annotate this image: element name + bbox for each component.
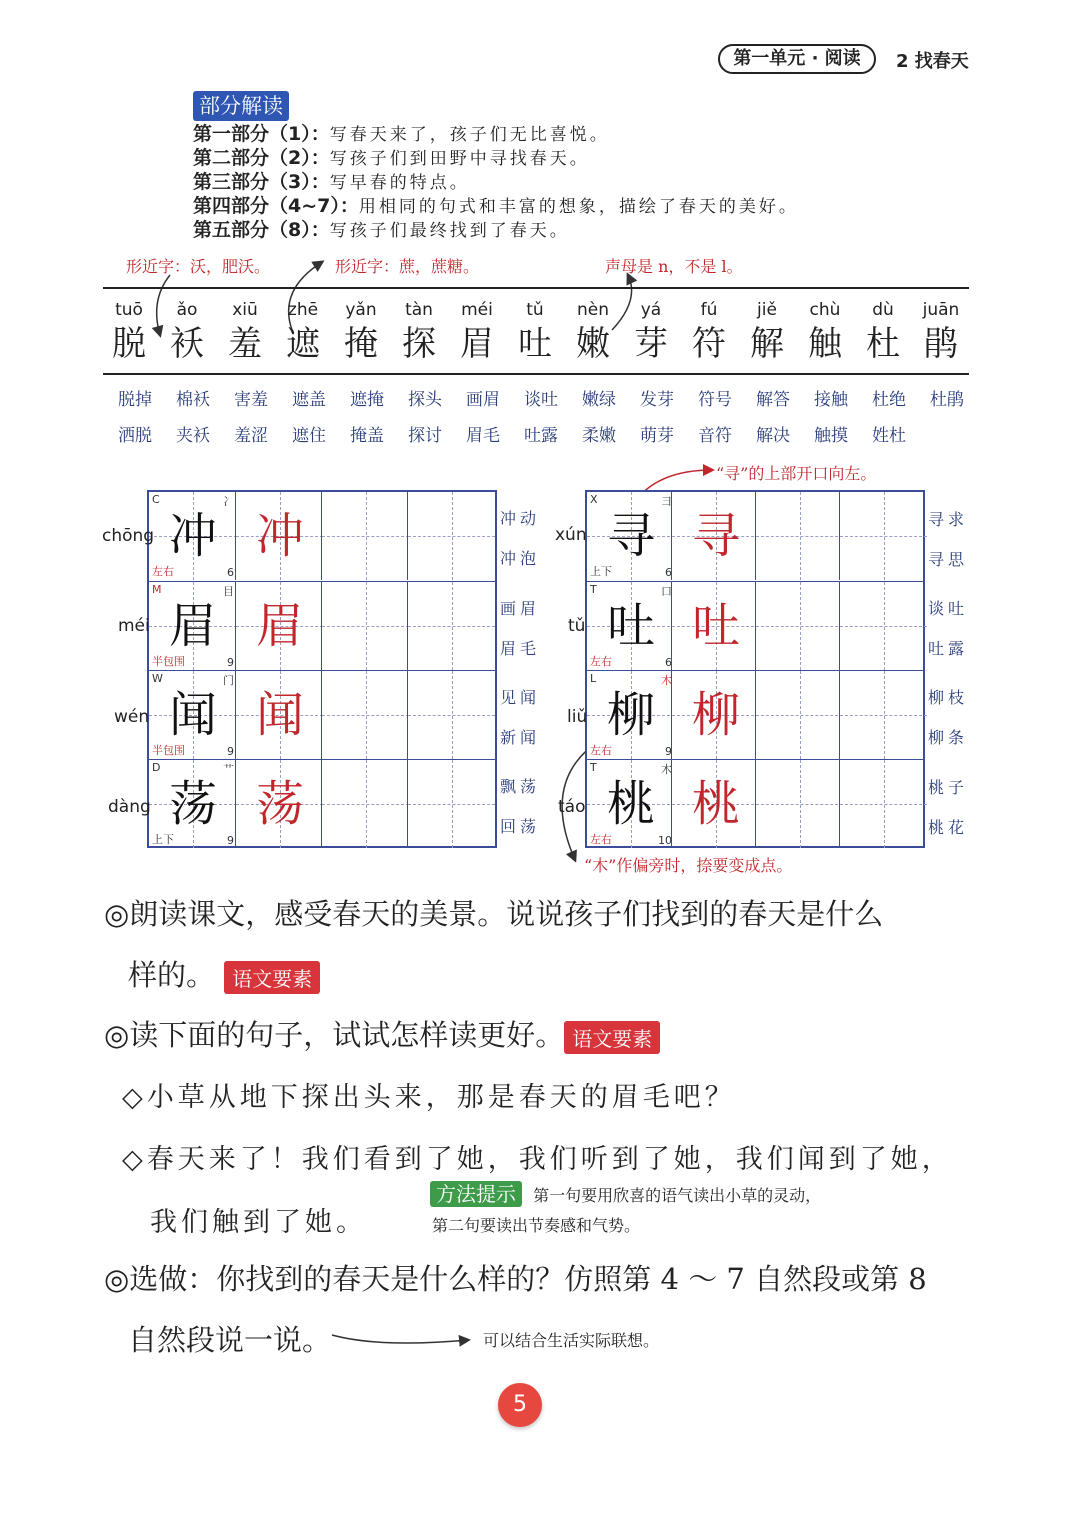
- char-glyph: 袄: [170, 324, 204, 364]
- grid-radical: 木: [661, 763, 672, 776]
- char-pinyin: fú: [700, 300, 718, 320]
- grid-char: 荡: [168, 776, 217, 832]
- char-item: [274, 300, 332, 366]
- char-glyph: 解: [750, 324, 784, 364]
- grid-cell: [671, 492, 759, 580]
- grid-cell: [671, 582, 759, 670]
- part-desc: 用相同的句式和丰富的想象，描绘了春天的美好。: [358, 197, 799, 217]
- part-label: 第二部分（2）：: [193, 147, 330, 169]
- char-pinyin: yǎn: [345, 300, 377, 320]
- task-2-text: ◎读下面的句子，试试怎样读更好。: [104, 1018, 565, 1052]
- part-label: 第四部分（4~7）：: [193, 195, 359, 217]
- grid-char-trace: 桃: [691, 776, 740, 832]
- char-glyph: 眉: [460, 324, 494, 364]
- grid-char: 柳: [606, 687, 655, 743]
- note-similar-char-1: 形近字：沃，肥沃。: [126, 257, 271, 276]
- method-line-2: 第二句要读出节奏感和气势。: [432, 1216, 641, 1235]
- divider-top: [103, 287, 969, 289]
- char-item: [796, 300, 854, 366]
- char-glyph: 符: [692, 324, 726, 364]
- task-1-text: 样的。: [128, 958, 216, 992]
- grid-cell: [839, 492, 927, 580]
- grid-char: 吐: [606, 598, 655, 654]
- grid-cell: [839, 671, 927, 759]
- word-item: 萌芽: [640, 426, 674, 446]
- grid-structure: 上下: [152, 833, 174, 846]
- note-initial: 声母是 n，不是 l。: [605, 257, 743, 276]
- grid-cell: [587, 760, 675, 848]
- task-1-line-1: ◎朗读课文，感受春天的美景。说说孩子们找到的春天是什么: [104, 897, 884, 931]
- grid-row: [587, 581, 923, 670]
- grid-cell: [755, 492, 843, 580]
- grid-char: 眉: [168, 598, 217, 654]
- word-item: 遮住: [292, 426, 326, 446]
- grid-word: 谈吐: [928, 599, 969, 618]
- char-glyph: 触: [808, 324, 842, 364]
- char-glyph: 掩: [344, 324, 378, 364]
- grid-cell: [407, 671, 495, 759]
- writing-grid-left: [147, 490, 497, 848]
- char-item: [680, 300, 738, 366]
- element-tag: 语文要素: [224, 961, 320, 994]
- char-pinyin: ǎo: [176, 300, 198, 320]
- char-item: [854, 300, 912, 366]
- grid-row: [587, 492, 923, 580]
- grid-radical: 口: [661, 585, 672, 598]
- grid-char-trace: 寻: [691, 508, 740, 564]
- word-item: 探头: [408, 390, 442, 410]
- task-3-line-2: 自然段说一说。: [128, 1323, 332, 1357]
- method-line-1: 第一句要用欣喜的语气读出小草的灵动，: [533, 1186, 822, 1205]
- grid-word: 飘荡: [500, 777, 541, 796]
- grid-structure: 左右: [590, 744, 612, 757]
- grid-pinyin: tǔ: [568, 616, 586, 636]
- char-pinyin: nèn: [576, 300, 609, 320]
- char-glyph: 吐: [518, 324, 552, 364]
- grid-cell: [321, 582, 409, 670]
- grid-cell: [755, 671, 843, 759]
- word-item: 杜绝: [872, 390, 906, 410]
- grid-pinyin: wén: [114, 707, 150, 727]
- char-item: [448, 300, 506, 366]
- char-glyph: 嫩: [576, 324, 610, 364]
- word-item: 探讨: [408, 426, 442, 446]
- grid-word: 柳枝: [928, 688, 969, 707]
- grid-word: 桃子: [928, 778, 969, 797]
- grid-radical: 艹: [223, 763, 234, 776]
- grid-row: [587, 759, 923, 848]
- word-item: 解答: [756, 390, 790, 410]
- grid-char: 寻: [606, 508, 655, 564]
- grid-cell: [407, 760, 495, 848]
- grid-strokes: 6: [227, 566, 234, 579]
- grid-cell: [321, 492, 409, 580]
- note-similar-char-2: 形近字：蔗，蔗糖。: [335, 257, 480, 276]
- writing-grid-right: [585, 490, 925, 848]
- grid-structure: 半包围: [152, 744, 185, 757]
- grid-word: 桃花: [928, 818, 969, 837]
- grid-cell: [755, 582, 843, 670]
- grid-initial: X: [590, 493, 598, 506]
- char-glyph: 遮: [286, 324, 320, 364]
- grid-structure: 左右: [590, 833, 612, 846]
- part-desc: 写孩子们最终找到了春天。: [329, 221, 570, 241]
- grid-word: 见闻: [500, 688, 541, 707]
- char-item: [390, 300, 448, 366]
- grid-initial: M: [152, 583, 162, 596]
- grid-cell: [839, 760, 927, 848]
- grid-strokes: 6: [665, 566, 672, 579]
- word-item: 姓杜: [872, 426, 906, 446]
- method-tip: [430, 1178, 821, 1207]
- grid-cell: [587, 582, 675, 670]
- grid-char-trace: 吐: [691, 598, 740, 654]
- grid-word: 冲动: [500, 509, 541, 528]
- grid-radical: 木: [661, 674, 672, 687]
- char-pinyin: yá: [640, 300, 662, 320]
- word-item: 脱掉: [118, 390, 152, 410]
- char-pinyin: jiě: [757, 300, 777, 320]
- word-item: 谈吐: [524, 390, 558, 410]
- grid-initial: D: [152, 761, 161, 774]
- char-pinyin: tuō: [115, 300, 143, 320]
- grid-strokes: 9: [665, 745, 672, 758]
- char-glyph: 探: [402, 324, 436, 364]
- word-item: 杜鹃: [930, 390, 964, 410]
- grid-cell: [407, 582, 495, 670]
- grid-char-trace: 眉: [255, 598, 304, 654]
- part-desc: 写早春的特点。: [329, 173, 470, 193]
- task-1-line-2: [128, 953, 320, 994]
- grid-char-trace: 荡: [255, 776, 304, 832]
- char-glyph: 杜: [866, 324, 900, 364]
- grid-row: [149, 759, 495, 848]
- character-row: [100, 300, 970, 366]
- grid-pinyin: dàng: [108, 797, 151, 817]
- grid-radical: 门: [223, 674, 234, 687]
- grid-cell: [839, 582, 927, 670]
- word-item: 掩盖: [350, 426, 384, 446]
- grid-cell: [671, 760, 759, 848]
- grid-strokes: 9: [227, 834, 234, 847]
- grid-char-trace: 闻: [255, 687, 304, 743]
- word-item: 解决: [756, 426, 790, 446]
- grid-char: 冲: [168, 508, 217, 564]
- grid-cell: [321, 760, 409, 848]
- unit-label: 第一单元 · 阅读: [718, 44, 876, 74]
- word-item: 柔嫩: [582, 426, 616, 446]
- word-item: 遮掩: [350, 390, 384, 410]
- grid-pinyin: táo: [558, 797, 586, 817]
- grid-word: 新闻: [500, 728, 541, 747]
- grid-structure: 上下: [590, 565, 612, 578]
- grid-char: 闻: [168, 687, 217, 743]
- grid-cell: [321, 671, 409, 759]
- grid-cell: [149, 582, 237, 670]
- char-item: [158, 300, 216, 366]
- grid-strokes: 9: [227, 745, 234, 758]
- task-2: [104, 1013, 660, 1054]
- grid-cell: [755, 760, 843, 848]
- word-item: 害羞: [234, 390, 268, 410]
- sentence-1: ◇小草从地下探出头来，那是春天的眉毛吧？: [122, 1082, 736, 1113]
- char-pinyin: tàn: [405, 300, 433, 320]
- grid-cell: [149, 671, 237, 759]
- grid-word: 柳条: [928, 728, 969, 747]
- char-pinyin: xiū: [232, 300, 258, 320]
- grid-row: [587, 670, 923, 759]
- part-desc: 写春天来了，孩子们无比喜悦。: [329, 125, 610, 145]
- grid-cell: [587, 492, 675, 580]
- char-item: [506, 300, 564, 366]
- grid-word: 画眉: [500, 599, 541, 618]
- grid-strokes: 10: [658, 834, 672, 847]
- char-pinyin: méi: [461, 300, 493, 320]
- char-pinyin: dù: [872, 300, 894, 320]
- char-item: [738, 300, 796, 366]
- grid-row: [149, 581, 495, 670]
- grid-cell: [235, 492, 323, 580]
- part-label: 第三部分（3）：: [193, 171, 330, 193]
- char-item: [216, 300, 274, 366]
- note-xun: “寻”的上部开口向左。: [716, 464, 877, 483]
- page-number: 5: [498, 1383, 542, 1427]
- words-row-2: [106, 421, 918, 446]
- grid-initial: L: [590, 672, 597, 685]
- grid-initial: W: [152, 672, 163, 685]
- grid-pinyin: chōng: [102, 526, 155, 546]
- char-item: [564, 300, 622, 366]
- grid-char: 桃: [606, 776, 655, 832]
- word-item: 洒脱: [118, 426, 152, 446]
- word-item: 符号: [698, 390, 732, 410]
- char-glyph: 羞: [228, 324, 262, 364]
- grid-structure: 左右: [590, 655, 612, 668]
- char-glyph: 脱: [112, 324, 146, 364]
- grid-word: 眉毛: [500, 639, 541, 658]
- char-item: [332, 300, 390, 366]
- grid-char-trace: 冲: [255, 508, 304, 564]
- grid-word: 吐露: [928, 639, 969, 658]
- part-label: 第一部分（1）：: [193, 123, 330, 145]
- word-item: 发芽: [640, 390, 674, 410]
- grid-word: 冲泡: [500, 549, 541, 568]
- grid-row: [149, 492, 495, 580]
- grid-cell: [235, 760, 323, 848]
- grid-initial: T: [590, 761, 597, 774]
- grid-word: 寻求: [928, 510, 969, 529]
- grid-initial: T: [590, 583, 597, 596]
- grid-row: [149, 670, 495, 759]
- grid-radical: 目: [223, 585, 234, 598]
- partial-reading-badge: 部分解读: [193, 91, 289, 121]
- grid-structure: 左右: [152, 565, 174, 578]
- word-item: 棉袄: [176, 390, 210, 410]
- grid-cell: [587, 671, 675, 759]
- word-item: 吐露: [524, 426, 558, 446]
- grid-structure: 半包围: [152, 655, 185, 668]
- char-pinyin: tǔ: [526, 300, 544, 320]
- grid-cell: [235, 671, 323, 759]
- element-tag: 语文要素: [564, 1021, 660, 1054]
- grid-char-trace: 柳: [691, 687, 740, 743]
- task-3-hint: 可以结合生活实际联想。: [483, 1331, 660, 1350]
- word-item: 接触: [814, 390, 848, 410]
- char-glyph: 芽: [634, 324, 668, 364]
- char-item: [622, 300, 680, 366]
- grid-pinyin: méi: [118, 616, 150, 636]
- grid-word: 寻思: [928, 550, 969, 569]
- lesson-title: 2 找春天: [896, 51, 969, 72]
- char-pinyin: juān: [922, 300, 960, 320]
- sentence-2-line-2: 我们触到了她。: [150, 1207, 367, 1238]
- grid-cell: [235, 582, 323, 670]
- char-glyph: 鹃: [924, 324, 958, 364]
- word-item: 触摸: [814, 426, 848, 446]
- word-item: 夹袄: [176, 426, 210, 446]
- grid-strokes: 6: [665, 656, 672, 669]
- divider-bottom: [103, 373, 969, 375]
- grid-cell: [149, 492, 237, 580]
- grid-word: 回荡: [500, 817, 541, 836]
- part-label: 第五部分（8）：: [193, 219, 330, 241]
- grid-initial: C: [152, 493, 160, 506]
- word-item: 眉毛: [466, 426, 500, 446]
- grid-cell: [407, 492, 495, 580]
- word-item: 羞涩: [234, 426, 268, 446]
- sentence-2-line-1: ◇春天来了！我们看到了她，我们听到了她，我们闻到了她，: [122, 1144, 953, 1175]
- word-item: 画眉: [466, 390, 500, 410]
- char-pinyin: chù: [809, 300, 841, 320]
- task-3-line-1: ◎选做：你找到的春天是什么样的？仿照第 4 ～ 7 自然段或第 8: [104, 1262, 927, 1296]
- method-tag: 方法提示: [430, 1181, 522, 1207]
- grid-radical: 彐: [661, 495, 672, 508]
- words-row-1: [106, 385, 976, 410]
- grid-pinyin: liǔ: [567, 707, 588, 727]
- char-item: [100, 300, 158, 366]
- grid-radical: 冫: [223, 495, 234, 508]
- word-item: 遮盖: [292, 390, 326, 410]
- char-pinyin: zhē: [287, 300, 319, 320]
- grid-pinyin: xún: [555, 525, 587, 545]
- part-desc: 写孩子们到田野中寻找春天。: [329, 149, 590, 169]
- word-item: 嫩绿: [582, 390, 616, 410]
- grid-cell: [149, 760, 237, 848]
- note-mu: “木”作偏旁时，捺要变成点。: [584, 856, 793, 875]
- char-item: [912, 300, 970, 366]
- grid-strokes: 9: [227, 656, 234, 669]
- grid-cell: [671, 671, 759, 759]
- word-item: 音符: [698, 426, 732, 446]
